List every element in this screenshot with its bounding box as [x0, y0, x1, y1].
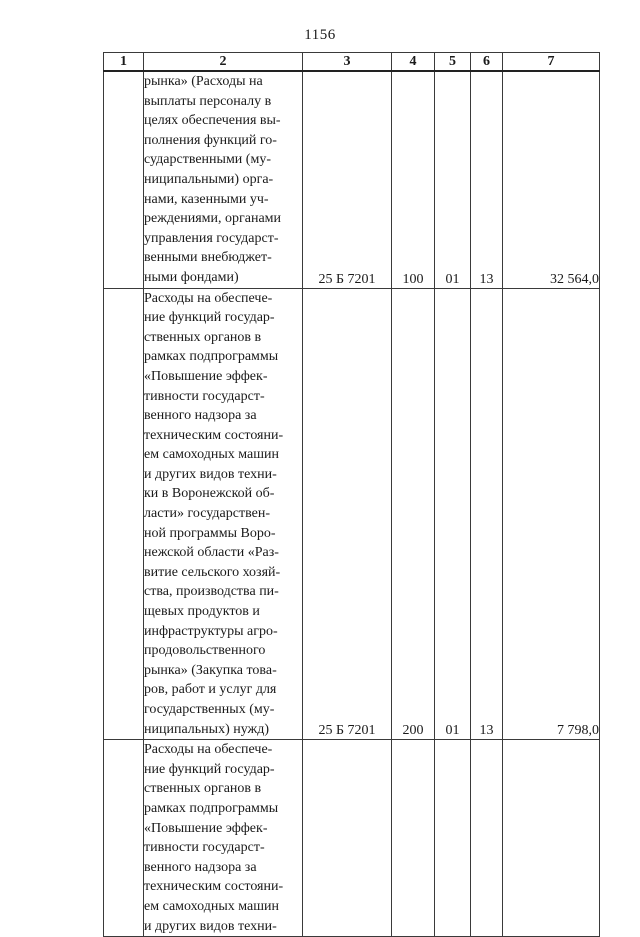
column-header-3: 3 [303, 53, 392, 72]
table-row [104, 740, 600, 937]
target-article-code: 25 Б 7201 [303, 71, 392, 288]
page-number: 1156 [304, 27, 336, 43]
row-number-cell [104, 740, 144, 937]
column-header-1: 1 [104, 53, 144, 72]
column-header-5: 5 [435, 53, 471, 72]
expense-type-code: 200 [392, 288, 435, 740]
target-article-code: 25 Б 7201 [303, 288, 392, 740]
subsection-code [471, 740, 503, 937]
table-header [104, 53, 600, 72]
amount-value: 7 798,0 [503, 288, 600, 740]
column-header-7: 7 [503, 53, 600, 72]
section-code: 01 [435, 71, 471, 288]
row-number-cell [104, 288, 144, 740]
expense-description: Расходы на обеспече- ние функций государ- ственных органов в рамках подпрограммы «Повышение эффек- тивности государст- венного надзора за техническим состояни- ем самоходных машин и других видов техни- ки в Воронежской об- ласти» государствен- ной программы Воро- нежской области «Раз- витие сельского хозяй- ства, производства пи- щевых продуктов и инфраструктуры агро- продовольственного рынка» (Закупка това- ров, работ и услуг для государственных (му- ниципальных) нужд) [144, 288, 303, 740]
expense-description: Расходы на обеспече- ние функций государ- ственных органов в рамках подпрограммы «Повышение эффек- тивности государст- венного надзора за техническим состояни- ем самоходных машин и других видов техни- [144, 740, 303, 937]
amount-value [503, 740, 600, 937]
target-article-code [303, 740, 392, 937]
expense-type-code [392, 740, 435, 937]
column-header-6: 6 [471, 53, 503, 72]
budget-table [103, 52, 600, 937]
subsection-code: 13 [471, 71, 503, 288]
section-code [435, 740, 471, 937]
expense-type-code: 100 [392, 71, 435, 288]
table-row [104, 288, 600, 740]
amount-value: 32 564,0 [503, 71, 600, 288]
column-header-4: 4 [392, 53, 435, 72]
expense-description: рынка» (Расходы на выплаты персоналу в целях обеспечения вы- полнения функций го- сударственными (му- ниципальными) орга- нами, казенными уч- реждениями, органами управления государст- венными внебюджет- ными фондами) [144, 71, 303, 288]
table-row [104, 71, 600, 288]
subsection-code: 13 [471, 288, 503, 740]
section-code: 01 [435, 288, 471, 740]
column-header-2: 2 [144, 53, 303, 72]
row-number-cell [104, 71, 144, 288]
header-row [104, 53, 600, 72]
